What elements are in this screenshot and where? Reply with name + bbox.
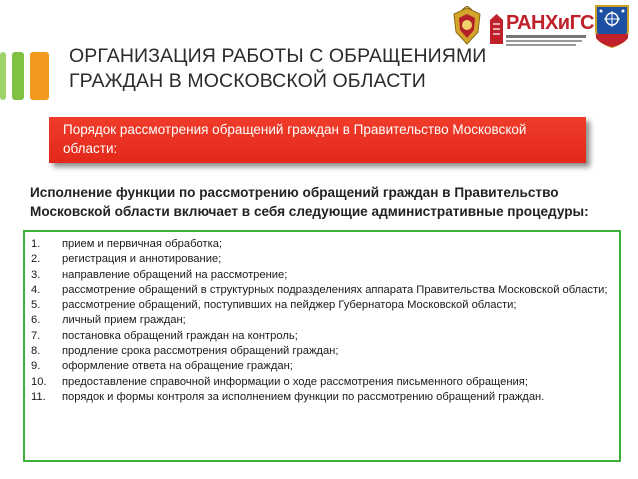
ranepa-logo-text: РАНХиГС <box>506 12 595 34</box>
list-item-text: порядок и формы контроля за исполнением функции по рассмотрению обращений граждан. <box>62 390 545 403</box>
list-item-number: 5. <box>31 299 41 312</box>
list-item-text: личный прием граждан; <box>62 314 186 327</box>
section-banner: Порядок рассмотрения обращений граждан в Правительство Московской области: <box>49 117 586 163</box>
list-item <box>25 329 611 344</box>
list-item <box>25 390 611 405</box>
list-item <box>25 252 611 267</box>
list-item-text: рассмотрение обращений, поступивших на пейджер Губернатора Московской области; <box>62 299 517 312</box>
list-item <box>25 359 611 374</box>
list-item-text: продление срока рассмотрения обращений граждан; <box>62 345 339 358</box>
moscow-oblast-crest-icon <box>594 4 630 48</box>
list-item <box>25 298 611 313</box>
page-title <box>69 44 489 94</box>
list-item <box>25 268 611 283</box>
title-line-1: ОРГАНИЗАЦИЯ РАБОТЫ С ОБРАЩЕНИЯМИ <box>69 45 487 67</box>
list-item-text: постановка обращений граждан на контроль; <box>62 329 298 342</box>
list-item-number: 9. <box>31 360 41 373</box>
list-item-text: регистрация и аннотирование; <box>62 253 222 266</box>
list-item-text: направление обращений на рассмотрение; <box>62 268 288 281</box>
title-line-2: ГРАЖДАН В МОСКОВСКОЙ ОБЛАСТИ <box>69 70 426 92</box>
list-item <box>25 344 611 359</box>
list-item-number: 11. <box>31 390 46 403</box>
ranepa-logo-subtitle <box>506 34 588 46</box>
ranepa-logo-mark-icon <box>490 14 503 44</box>
procedures-list <box>25 232 619 405</box>
list-item-text: прием и первичная обработка; <box>62 238 223 250</box>
ranepa-emblem-icon <box>450 6 484 46</box>
intro-paragraph: Исполнение функции по рассмотрению обращений граждан в Правительство Московской области включает в себя следующие административные процедуры: <box>30 185 589 219</box>
list-item-number: 2. <box>31 253 41 266</box>
list-item-text: предоставление справочной информации о ходе рассмотрения письменного обращения; <box>62 375 528 388</box>
light-green-bar <box>0 52 6 100</box>
list-item-text: оформление ответа на обращение граждан; <box>62 360 293 373</box>
list-item-number: 4. <box>31 283 41 296</box>
list-item <box>25 237 611 252</box>
list-item <box>25 313 611 328</box>
list-item-number: 3. <box>31 268 41 281</box>
green-bar <box>12 52 24 100</box>
ranepa-logo <box>490 10 595 48</box>
list-item-number: 10. <box>31 375 47 388</box>
list-item-number: 8. <box>31 345 41 358</box>
list-item-number: 7. <box>31 329 41 342</box>
list-item-number: 1. <box>31 238 41 250</box>
list-item <box>25 375 611 390</box>
list-item-text: рассмотрение обращений в структурных подразделениях аппарата Правительства Московской области; <box>62 283 608 296</box>
list-item <box>25 283 611 298</box>
orange-bar <box>30 52 49 100</box>
procedures-box <box>23 230 621 462</box>
list-item-number: 6. <box>31 314 41 327</box>
